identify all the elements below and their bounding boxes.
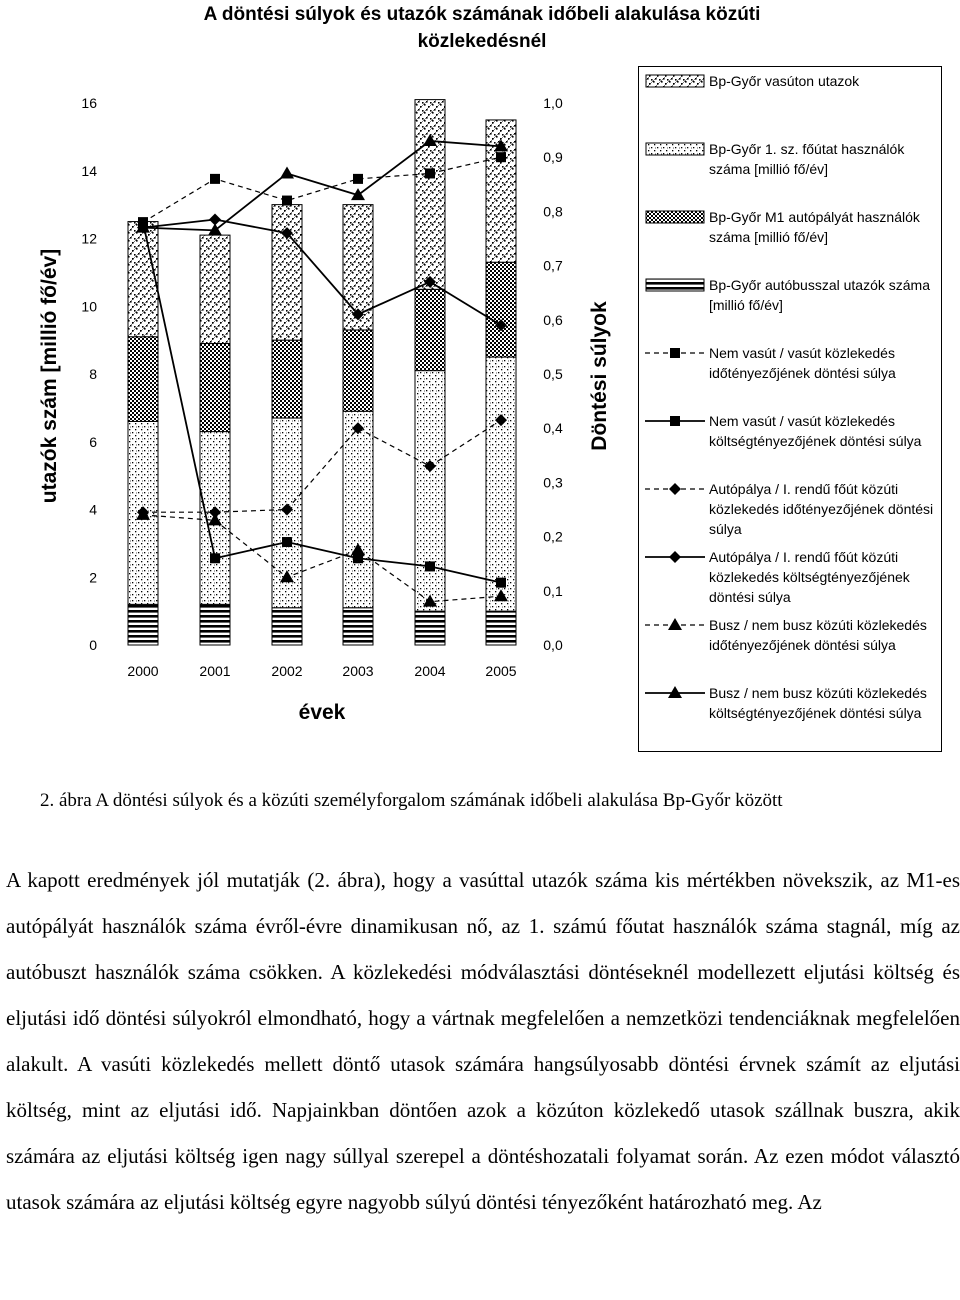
x-tick-label: 2005 bbox=[485, 663, 517, 679]
y2-tick-label: 0,6 bbox=[543, 311, 563, 328]
bar-segment-2003-0 bbox=[343, 608, 373, 645]
y-tick-label: 12 bbox=[81, 230, 97, 247]
series-point-5-2 bbox=[280, 166, 294, 178]
series-line-5 bbox=[143, 141, 501, 230]
bar-segment-2005-0 bbox=[486, 611, 516, 645]
bar-segment-2003-2 bbox=[343, 330, 373, 411]
bar-segment-2004-0 bbox=[415, 611, 445, 645]
y-tick-label: 8 bbox=[89, 366, 97, 382]
legend-label: Nem vasút / vasút közlekedés költségtényezőjének döntési súlya bbox=[709, 413, 922, 449]
series-point-1-1 bbox=[210, 553, 220, 563]
bar-segment-2004-3 bbox=[415, 100, 445, 290]
legend-label: Bp-Győr 1. sz. főútat használók száma [millió fő/év] bbox=[709, 141, 905, 177]
series-point-1-5 bbox=[496, 578, 506, 588]
y-tick-label: 4 bbox=[89, 501, 97, 518]
y2-tick-label: 1,0 bbox=[543, 95, 563, 111]
y2-axis-label: Döntési súlyok bbox=[588, 301, 611, 451]
x-tick-label: 2001 bbox=[199, 663, 231, 679]
series-point-0-2 bbox=[282, 196, 292, 206]
stacked-bars bbox=[128, 100, 516, 645]
series-line-4 bbox=[143, 515, 501, 602]
legend-label: Autópálya / I. rendű főút közúti közlekedés időtényezőjének döntési súlya bbox=[709, 481, 934, 537]
legend-symbol bbox=[645, 413, 705, 429]
x-axis-label: évek bbox=[298, 701, 346, 724]
legend-symbol bbox=[645, 617, 705, 633]
y2-tick-label: 0,4 bbox=[543, 420, 563, 437]
legend-label: Busz / nem busz közúti közlekedés költségtényezőjének döntési súlya bbox=[709, 685, 927, 721]
series-line-3 bbox=[143, 220, 501, 326]
legend-symbol bbox=[645, 549, 705, 565]
chart-title-line-1: A döntési súlyok és utazók számának időbeli alakulása közúti bbox=[203, 4, 761, 25]
legend-symbol bbox=[645, 481, 705, 497]
y2-tick-label: 0,0 bbox=[543, 637, 563, 653]
y2-tick-label: 0,3 bbox=[543, 474, 563, 491]
bar-segment-2000-3 bbox=[128, 222, 158, 337]
y-axis-ticks bbox=[81, 95, 97, 653]
series-point-0-3 bbox=[353, 174, 363, 184]
y2-tick-label: 0,2 bbox=[543, 528, 563, 545]
legend-label: Busz / nem busz közúti közlekedés időtényezőjének döntési súlya bbox=[709, 617, 927, 653]
legend-symbol bbox=[645, 685, 705, 701]
y-tick-label: 6 bbox=[89, 433, 97, 450]
bar-segment-2002-3 bbox=[272, 205, 302, 341]
bar-segment-2005-2 bbox=[486, 262, 516, 357]
series-point-0-1 bbox=[210, 174, 220, 184]
series-point-0-5 bbox=[496, 152, 506, 162]
y-tick-label: 0 bbox=[89, 637, 97, 653]
legend-label: Bp-Győr vasúton utazok bbox=[709, 73, 860, 89]
y-axis-label: utazók szám [millió fő/év] bbox=[38, 248, 61, 504]
y2-tick-label: 0,5 bbox=[543, 366, 563, 382]
legend-symbol bbox=[645, 277, 705, 293]
legend-symbol bbox=[645, 73, 705, 89]
y2-tick-label: 0,9 bbox=[543, 149, 563, 166]
chart-title-line-2: közlekedésnél bbox=[417, 31, 547, 52]
y2-tick-label: 0,7 bbox=[543, 257, 563, 274]
bar-segment-2001-3 bbox=[200, 235, 230, 343]
series-line-1 bbox=[143, 222, 501, 582]
x-tick-label: 2000 bbox=[127, 663, 159, 679]
body-paragraph: A kapott eredmények jól mutatják (2. ábra), hogy a vasúttal utazók száma kis mértékben növekszik, az M1-es autópályát használók száma évről-évre dinamikusan nő, az 1. számú főutat használók száma stagnál, míg az autóbuszt használók száma csökken. A közlekedési módválasztási döntéseknél modellezett eljutási költség és eljutási idő döntési súlyokról elmondható, hogy a vártnak megfelelően a nemzetközi tendenciáknak megfelelően alakult. A vasúti közlekedés mellett döntő utasok számára hangsúlyosabb döntési érvnek számít az eljutási költség, mint az eljutási idő. Napjainkban döntően azok a közúton közlekedő utasok szállnak buszra, akik számára az eljutási költség igen nagy súllyal szerepel a döntéshozatali folyamat során. Az ezen módot választó utasok számára az eljutási költség egyre nagyobb súlyú döntési tényezőként határozható meg. Az bbox=[6, 868, 960, 1214]
bar-segment-2000-0 bbox=[128, 604, 158, 645]
legend-label: Autópálya / I. rendű főút közúti közlekedés költségtényezőjének döntési súlya bbox=[709, 549, 910, 605]
bar-segment-2004-2 bbox=[415, 289, 445, 370]
bar-segment-2001-0 bbox=[200, 604, 230, 645]
bar-segment-2002-2 bbox=[272, 340, 302, 418]
bar-segment-2004-1 bbox=[415, 371, 445, 612]
bar-segment-2005-1 bbox=[486, 357, 516, 611]
x-tick-label: 2004 bbox=[414, 663, 446, 679]
bar-segment-2000-2 bbox=[128, 337, 158, 422]
bar-segment-2002-0 bbox=[272, 608, 302, 645]
figure-caption: 2. ábra A döntési súlyok és a közúti személyforgalom számának időbeli alakulása Bp-Győr között bbox=[40, 790, 783, 811]
legend-symbol bbox=[645, 141, 705, 157]
legend-label: Bp-Győr M1 autópályát használók száma [millió fő/év] bbox=[709, 209, 920, 245]
y-tick-label: 10 bbox=[81, 298, 97, 315]
y-tick-label: 2 bbox=[89, 569, 97, 586]
y2-tick-label: 0,8 bbox=[543, 203, 563, 220]
series-point-1-4 bbox=[425, 561, 435, 571]
bar-segment-2001-2 bbox=[200, 344, 230, 432]
x-tick-label: 2003 bbox=[342, 663, 374, 679]
y-tick-label: 14 bbox=[81, 162, 97, 179]
legend-label: Bp-Győr autóbusszal utazók száma [millió fő/év] bbox=[709, 277, 930, 313]
series-point-1-2 bbox=[282, 537, 292, 547]
x-axis-ticks bbox=[127, 663, 516, 679]
y2-tick-label: 0,1 bbox=[543, 582, 563, 599]
series-line-0 bbox=[143, 157, 501, 222]
legend bbox=[638, 66, 942, 752]
weight-lines bbox=[136, 134, 508, 607]
series-point-0-4 bbox=[425, 168, 435, 178]
legend-label: Nem vasút / vasút közlekedés időtényezőjének döntési súlya bbox=[709, 345, 896, 381]
y2-axis-ticks bbox=[543, 95, 563, 653]
legend-symbol bbox=[645, 345, 705, 361]
x-tick-label: 2002 bbox=[271, 663, 303, 679]
legend-symbol bbox=[645, 209, 705, 225]
series-line-2 bbox=[143, 420, 501, 512]
y-tick-label: 16 bbox=[81, 95, 97, 111]
